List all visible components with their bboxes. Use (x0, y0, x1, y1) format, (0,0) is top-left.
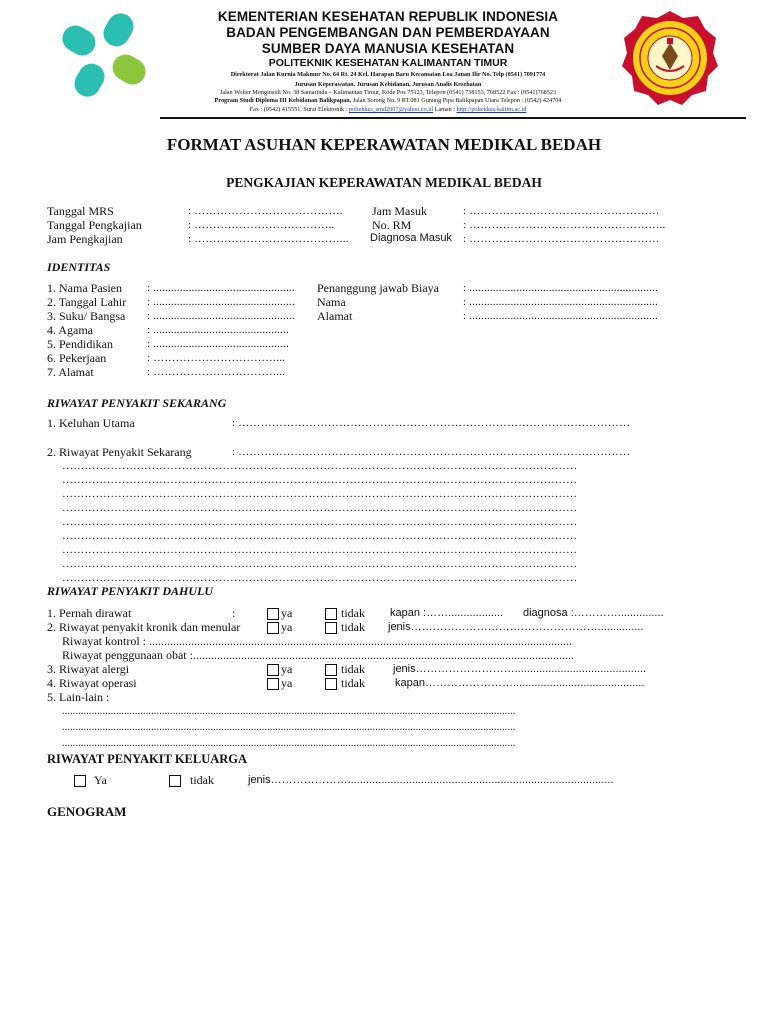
label-penanggung-jawab: Penanggung jawab Biaya (317, 281, 439, 295)
checkbox-alergi-ya[interactable] (267, 664, 279, 676)
rps-line[interactable]: ………………………………………………………………………………………………………………………… (62, 558, 578, 570)
field-kapan-dirawat[interactable]: kapan :…….................. (390, 607, 504, 619)
label-jam-masuk: Jam Masuk (372, 204, 427, 218)
agency-name: BADAN PENGEMBANGAN DAN PEMBERDAYAAN (226, 25, 550, 40)
label-tidak: tidak (341, 676, 365, 690)
rps-line[interactable]: ………………………………………………………………………………………………………………………… (62, 488, 578, 500)
departments: Jurusan Keperawatan, Jurusan Kebidanan, Jurusan Analis Kesehatan (294, 81, 482, 88)
lain-line[interactable]: ........................................................................................................................................................................ (62, 738, 516, 749)
kemenkes-logo (52, 6, 156, 104)
field-riwayat-obat[interactable]: Riwayat penggunaan obat :............................................................................................................................... (62, 648, 574, 662)
section-genogram: GENOGRAM (47, 804, 127, 819)
label-tidak: tidak (341, 662, 365, 676)
label-riwayat-sekarang: 2. Riwayat Penyakit Sekarang (47, 445, 192, 459)
label-riwayat-operasi: 4. Riwayat operasi (47, 676, 137, 690)
label-diagnosa-masuk: Diagnosa Masuk (370, 232, 452, 244)
label-ya: ya (281, 662, 293, 676)
label-ya: Ya (94, 773, 107, 787)
email-link[interactable]: poltekkes_smd2007@yahoo.co.id (348, 106, 434, 113)
field-alamat[interactable]: : ……………………………... (147, 366, 286, 378)
label-tanggal-pengkajian: Tanggal Pengkajian (47, 218, 142, 232)
contact-line: Fax : (0542) 415551. Surat Elektronik : poltekkes_smd2007@yahoo.co.id Laman : http://poltekkes-kaltim.ac.id (249, 106, 527, 113)
field-riwayat-sekarang[interactable]: : …………………………………………………………………………………………… (232, 446, 631, 458)
identitas-item: 7. Alamat (47, 365, 94, 379)
field-tanggal-lahir[interactable]: : ................................................ (147, 296, 295, 308)
field-penanggung-jawab[interactable]: : ................................................................ (463, 282, 659, 294)
colon: : (232, 606, 236, 620)
checkbox-alergi-tidak[interactable] (325, 664, 337, 676)
directorate-address: Direktorat Jalan Kurnia Makmur No. 64 Rt. 24 Kel. Harapan Baru Kecamatan Loa Janan Ilir No. Telp (0541) 7091774 (230, 71, 546, 78)
field-tanggal-pengkajian[interactable]: : ……………………………….. (188, 219, 335, 231)
identitas-item: 2. Tanggal Lahir (47, 295, 127, 309)
website-link[interactable]: http://poltekkes-kaltim.ac.id (456, 106, 527, 113)
field-no-rm[interactable]: : …………………………………………….. (463, 219, 666, 231)
rps-line[interactable]: ………………………………………………………………………………………………………………………… (62, 502, 578, 514)
field-pendidikan[interactable]: : .............................................. (147, 338, 289, 350)
field-nama-pj[interactable]: : ................................................................ (463, 296, 659, 308)
label-tidak: tidak (190, 773, 214, 787)
field-jenis-keluarga[interactable]: jenis…………………....................................................................................... (248, 774, 614, 786)
program-address: Program Studi Diploma III Kebidanan Balikpapan, Jalan Sorong No. 9 RT.081 Gunung Pipa Balikpapan Utara Telepon : (0542) 424704 (214, 97, 562, 104)
field-jenis-kronik[interactable]: jenis……………………………………………............... (388, 621, 644, 633)
section-identitas: IDENTITAS (47, 260, 111, 274)
checkbox-operasi-tidak[interactable] (325, 678, 337, 690)
field-kapan-operasi[interactable]: kapan……………………........................................... (395, 677, 645, 689)
field-jenis-alergi[interactable]: jenis………………………........................................... (393, 663, 647, 675)
label-alamat-pj: Alamat (317, 309, 353, 323)
checkbox-operasi-ya[interactable] (267, 678, 279, 690)
label-ya: ya (281, 606, 293, 620)
field-keluhan-utama[interactable]: : …………………………………………………………………………………………… (232, 417, 631, 429)
field-suku-bangsa[interactable]: : ................................................ (147, 310, 295, 322)
checkbox-keluarga-tidak[interactable] (169, 775, 181, 787)
field-riwayat-kontrol[interactable]: Riwayat kontrol : ............................................................................................................................................. (62, 634, 572, 648)
label-jam-pengkajian: Jam Pengkajian (47, 232, 123, 246)
label-tidak: tidak (341, 606, 365, 620)
field-pekerjaan[interactable]: : ……………………………... (147, 352, 286, 364)
field-diagnosa[interactable]: diagnosa :…………............... (523, 607, 664, 619)
ministry-name: KEMENTERIAN KESEHATAN REPUBLIK INDONESIA (217, 9, 559, 24)
label-lain-lain: 5. Lain-lain : (47, 690, 110, 704)
identitas-item: 6. Pekerjaan (47, 351, 107, 365)
rps-line[interactable]: ………………………………………………………………………………………………………………………… (62, 530, 578, 542)
field-diagnosa-masuk[interactable]: : …………………………………………… (463, 233, 660, 245)
field-alamat-pj[interactable]: : ................................................................ (463, 310, 659, 322)
form-title: FORMAT ASUHAN KEPERAWATAN MEDIKAL BEDAH (166, 135, 602, 154)
identitas-item: 5. Pendidikan (47, 337, 113, 351)
rps-line[interactable]: ………………………………………………………………………………………………………………………… (62, 460, 578, 472)
identitas-item: 4. Agama (47, 323, 93, 337)
section-keluarga: RIWAYAT PENYAKIT KELUARGA (47, 752, 248, 766)
field-jam-masuk[interactable]: : …………………………………………… (463, 205, 660, 217)
poltekkes-seal (620, 8, 720, 108)
label-nama-pj: Nama (317, 295, 346, 309)
label-ya: ya (281, 620, 293, 634)
checkbox-dirawat-ya[interactable] (267, 608, 279, 620)
identitas-item: 3. Suku/ Bangsa (47, 309, 126, 323)
agency-name-2: SUMBER DAYA MANUSIA KESEHATAN (261, 41, 515, 56)
label-pernah-dirawat: 1. Pernah dirawat (47, 606, 132, 620)
checkbox-kronik-tidak[interactable] (325, 622, 337, 634)
rps-line[interactable]: ………………………………………………………………………………………………………………………… (62, 474, 578, 486)
campus-address: Jalan Wolter Monginsidi No. 38 Samarinda – Kalimantan Timur, Kode Pos 75123, Telepon (0541) 738153, 768522 Fax : (0541)768523 (219, 89, 557, 96)
label-keluhan-utama: 1. Keluhan Utama (47, 416, 135, 430)
lain-line[interactable]: ........................................................................................................................................................................ (62, 722, 516, 733)
label-riwayat-kronik: 2. Riwayat penyakit kronik dan menular (47, 620, 241, 634)
lain-line[interactable]: ........................................................................................................................................................................ (62, 706, 516, 717)
field-agama[interactable]: : .............................................. (147, 324, 289, 336)
label-tidak: tidak (341, 620, 365, 634)
form-subtitle: PENGKAJIAN KEPERAWATAN MEDIKAL BEDAH (226, 175, 542, 190)
label-tanggal-mrs: Tanggal MRS (47, 204, 114, 218)
institution-name: POLITEKNIK KESEHATAN KALIMANTAN TIMUR (268, 57, 508, 69)
label-ya: ya (281, 676, 293, 690)
rps-line[interactable]: ………………………………………………………………………………………………………………………… (62, 516, 578, 528)
label-riwayat-alergi: 3. Riwayat alergi (47, 662, 130, 676)
checkbox-dirawat-tidak[interactable] (325, 608, 337, 620)
checkbox-keluarga-ya[interactable] (74, 775, 86, 787)
label-no-rm: No. RM (372, 218, 412, 232)
checkbox-kronik-ya[interactable] (267, 622, 279, 634)
header-rule (160, 117, 746, 119)
identitas-item: 1. Nama Pasien (47, 281, 122, 295)
field-nama-pasien[interactable]: : ................................................ (147, 282, 295, 294)
rps-line[interactable]: ………………………………………………………………………………………………………………………… (62, 572, 578, 584)
section-rpd: RIWAYAT PENYAKIT DAHULU (47, 584, 214, 598)
field-jam-pengkajian[interactable]: : …………………………………... (188, 233, 349, 245)
section-rps: RIWAYAT PENYAKIT SEKARANG (47, 396, 227, 410)
rps-line[interactable]: ………………………………………………………………………………………………………………………… (62, 544, 578, 556)
field-tanggal-mrs[interactable]: : …………………………………. (188, 205, 343, 217)
